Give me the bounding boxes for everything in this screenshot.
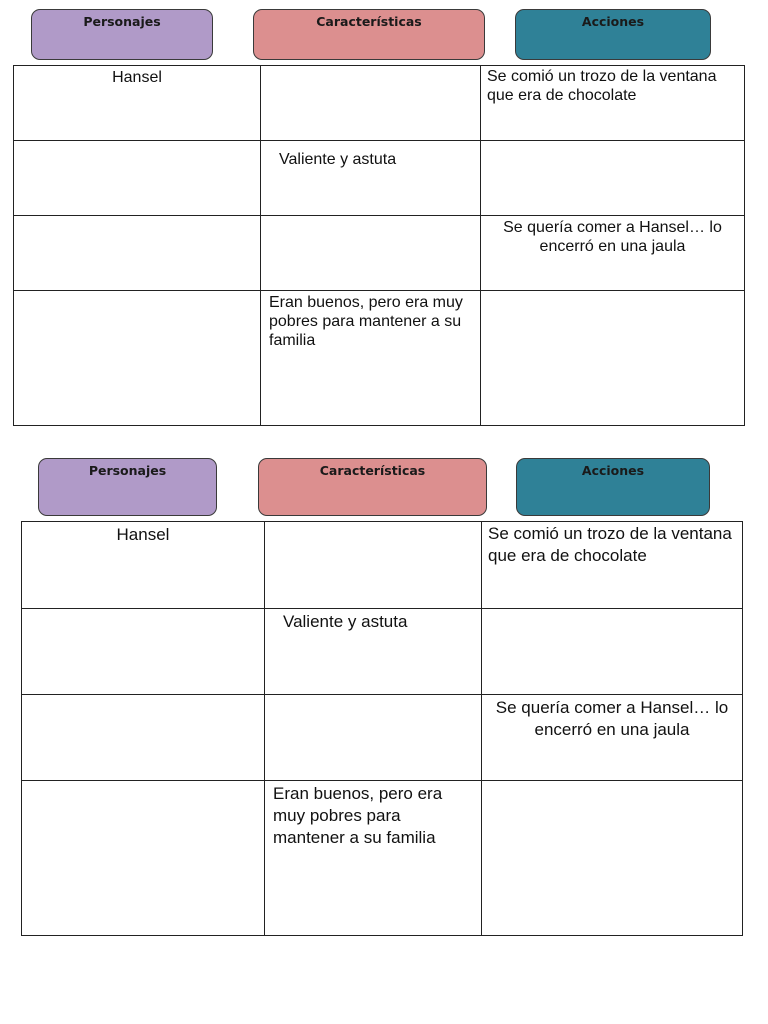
acciones-header: Acciones <box>516 458 710 516</box>
personaje-cell <box>14 291 261 426</box>
table-row <box>14 291 745 426</box>
accion-cell: Se comió un trozo de la ventana que era de chocolate <box>481 66 745 141</box>
caracteristica-cell: Valiente y astuta <box>265 609 482 695</box>
characters-table <box>21 521 743 936</box>
personaje-cell <box>14 216 261 291</box>
accion-cell: Se quería comer a Hansel… lo encerró en una jaula <box>482 695 743 781</box>
personaje-cell <box>22 695 265 781</box>
table-row <box>22 781 743 936</box>
caracteristica-cell: Eran buenos, pero era muy pobres para mantener a su familia <box>261 291 481 426</box>
personaje-cell: Hansel <box>14 66 261 141</box>
accion-cell <box>481 141 745 216</box>
accion-cell: Se quería comer a Hansel… lo encerró en una jaula <box>481 216 745 291</box>
table-row <box>14 66 745 141</box>
caracteristica-cell: Eran buenos, pero era muy pobres para mantener a su familia <box>265 781 482 936</box>
caracteristica-cell <box>265 695 482 781</box>
table-row <box>14 141 745 216</box>
personajes-header: Personajes <box>31 9 213 60</box>
caracteristica-cell: Valiente y astuta <box>261 141 481 216</box>
table-row <box>22 522 743 609</box>
accion-cell <box>482 781 743 936</box>
caracteristicas-header: Características <box>253 9 485 60</box>
characters-table <box>13 65 745 426</box>
personaje-cell <box>22 609 265 695</box>
personaje-cell <box>22 781 265 936</box>
table-row <box>22 695 743 781</box>
caracteristica-cell <box>261 66 481 141</box>
table-row <box>14 216 745 291</box>
accion-cell <box>481 291 745 426</box>
caracteristica-cell <box>265 522 482 609</box>
personaje-cell: Hansel <box>22 522 265 609</box>
personajes-header: Personajes <box>38 458 217 516</box>
caracteristica-cell <box>261 216 481 291</box>
accion-cell <box>482 609 743 695</box>
table-row <box>22 609 743 695</box>
acciones-header: Acciones <box>515 9 711 60</box>
caracteristicas-header: Características <box>258 458 487 516</box>
accion-cell: Se comió un trozo de la ventana que era de chocolate <box>482 522 743 609</box>
personaje-cell <box>14 141 261 216</box>
